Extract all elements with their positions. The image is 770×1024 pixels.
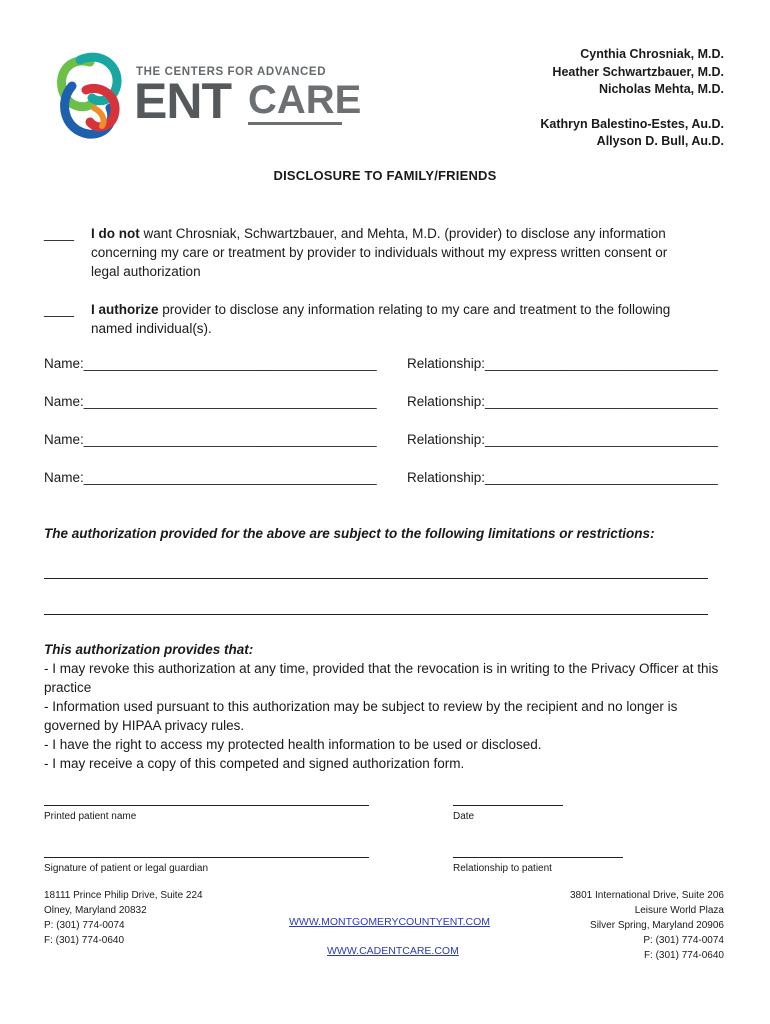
printed-name-label: Printed patient name: [44, 811, 137, 822]
option-authorize-bold: I authorize: [91, 302, 159, 317]
address-line: Silver Spring, Maryland 20906: [590, 920, 724, 931]
option-authorize-text: [91, 300, 711, 338]
option-do-not-line2: concerning my care or treatment by provider to individuals without my express written consent or: [91, 245, 668, 260]
terms-item: - I have the right to access my protected health information to be used or disclosed.: [44, 737, 542, 752]
option-authorize-line1: provider to disclose any information relating to my care and treatment to the following: [158, 302, 671, 317]
name-row: [44, 356, 724, 376]
name-field[interactable]: Name:_______________________________________: [44, 356, 377, 371]
form-title: DISCLOSURE TO FAMILY/FRIENDS: [273, 168, 497, 183]
option-do-not-bold: I do not: [91, 226, 140, 241]
address-line: Olney, Maryland 20832: [44, 905, 147, 916]
relationship-to-patient-label: Relationship to patient: [453, 863, 552, 874]
provider-name: Cynthia Chrosniak, M.D.: [580, 47, 724, 61]
terms-item: - I may revoke this authorization at any time, provided that the revocation is in writing to the Privacy Officer at this practice: [44, 661, 719, 695]
authorization-terms: [44, 640, 724, 773]
relationship-field[interactable]: Relationship:_______________________________: [407, 470, 718, 485]
fax-line: F: (301) 774-0640: [643, 950, 724, 961]
terms-item: - I may receive a copy of this competed and signed authorization form.: [44, 756, 465, 771]
relationship-field[interactable]: Relationship:_______________________________: [407, 394, 718, 409]
logo-care-text: CARE: [248, 78, 362, 122]
logo-ent-text: ENT: [134, 73, 231, 129]
address-line: Leisure World Plaza: [634, 905, 724, 916]
option-do-not-line3: legal authorization: [91, 264, 201, 279]
signature-line[interactable]: [44, 857, 369, 858]
date-label: Date: [453, 811, 475, 822]
terms-item: - Information used pursuant to this authorization may be subject to review by the recipient and no longer is governed by HIPAA privacy rules.: [44, 699, 678, 733]
name-row: [44, 432, 724, 452]
relationship-field[interactable]: Relationship:_______________________________: [407, 356, 718, 371]
footer-olney-address: [44, 888, 203, 948]
provider-name: Heather Schwartzbauer, M.D.: [552, 64, 724, 79]
provider-list: [540, 46, 724, 151]
limitations-heading: The authorization provided for the above are subject to the following limitations or restrictions:: [44, 526, 655, 541]
printed-name-line[interactable]: [44, 805, 369, 806]
option-authorize-line2: named individual(s).: [91, 321, 212, 336]
limitations-line[interactable]: [44, 614, 708, 615]
signature-label: Signature of patient or legal guardian: [44, 863, 209, 874]
option-do-not-line1: want Chrosniak, Schwartzbauer, and Mehta, M.D. (provider) to disclose any information: [139, 226, 666, 241]
address-line: 18111 Prince Philip Drive, Suite 224: [44, 890, 203, 901]
logo-underline: [248, 122, 342, 125]
relationship-to-patient-line[interactable]: [453, 857, 623, 858]
option-do-not-text: [91, 224, 711, 281]
provider-name: Allyson D. Bull, Au.D.: [596, 134, 724, 148]
terms-heading: This authorization provides that:: [44, 642, 254, 657]
provider-name: Kathryn Balestino-Estes, Au.D.: [540, 116, 724, 131]
montgomery-website-link[interactable]: WWW.MONTGOMERYCOUNTYENT.COM: [289, 916, 491, 928]
cadentcare-website-link[interactable]: WWW.CADENTCARE.COM: [327, 945, 459, 957]
fax-line: F: (301) 774-0640: [44, 935, 125, 946]
name-row: [44, 470, 724, 490]
logo-tagline: THE CENTERS FOR ADVANCED: [136, 66, 327, 78]
relationship-field[interactable]: Relationship:_______________________________: [407, 432, 718, 447]
phone-line: P: (301) 774-0074: [44, 920, 125, 931]
practice-logo: [50, 50, 362, 142]
logo-mark-icon: [50, 50, 132, 140]
footer-silver-spring-address: [570, 888, 724, 963]
date-line[interactable]: [453, 805, 563, 806]
address-line: 3801 International Drive, Suite 206: [570, 890, 724, 901]
name-field[interactable]: Name:_______________________________________: [44, 432, 377, 447]
name-row: [44, 394, 724, 414]
checkbox-blank-authorize[interactable]: ____: [44, 302, 75, 317]
phone-line: P: (301) 774-0074: [643, 935, 724, 946]
provider-name: Nicholas Mehta, M.D.: [598, 82, 724, 96]
limitations-line[interactable]: [44, 578, 708, 579]
name-field[interactable]: Name:_______________________________________: [44, 470, 377, 485]
checkbox-blank-do-not[interactable]: ____: [44, 226, 75, 241]
name-field[interactable]: Name:_______________________________________: [44, 394, 377, 409]
